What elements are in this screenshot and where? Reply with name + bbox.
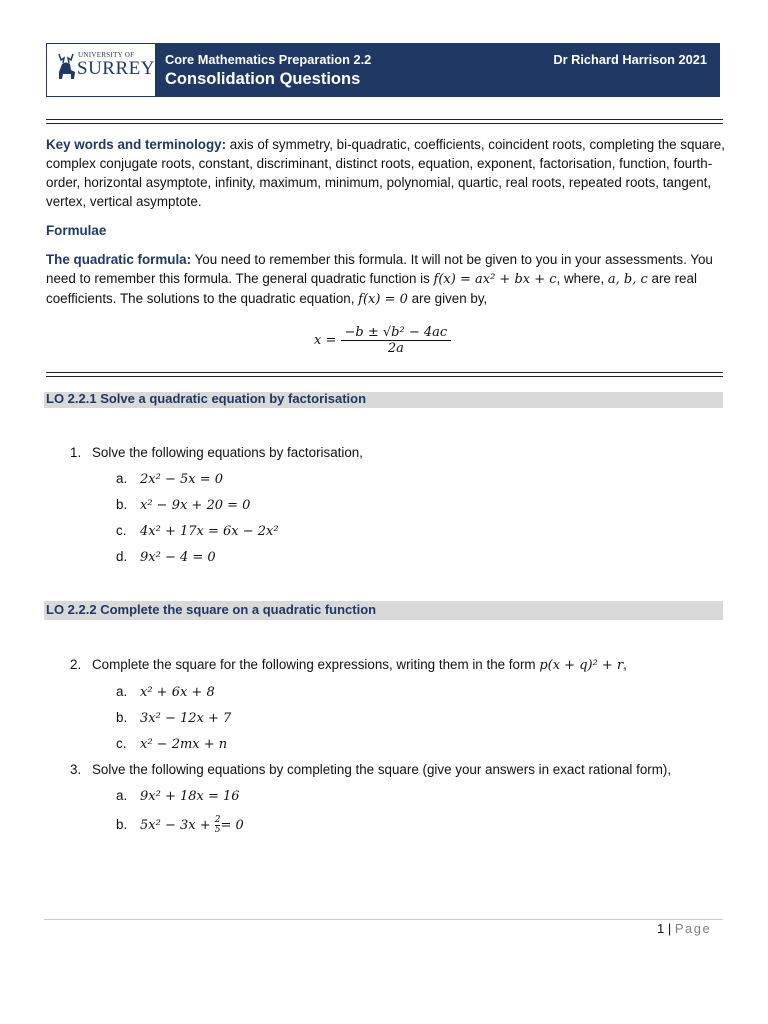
list-item (116, 710, 231, 726)
question-2 (70, 657, 627, 673)
item-expression: 9x² − 4 = 0 (140, 550, 216, 565)
qf-label: The quadratic formula: (46, 252, 192, 267)
list-item (116, 523, 279, 539)
qf-math-3: f(x) = 0 (358, 292, 408, 307)
item-label: c. (116, 736, 127, 751)
footer-divider (44, 919, 723, 920)
page-word: Page (674, 921, 712, 936)
formula-lhs: x = (314, 333, 337, 348)
document-title: Consolidation Questions (165, 70, 361, 88)
item-label: a. (116, 788, 128, 803)
list-item (116, 736, 227, 752)
formula-denominator: 2a (387, 341, 404, 356)
page-footer (657, 921, 711, 936)
list-item (116, 788, 240, 804)
lo-2-2-2-title: LO 2.2.2 Complete the square on a quadratic function (46, 602, 377, 617)
author-name: Dr Richard Harrison 2021 (553, 52, 707, 67)
course-name: Core Mathematics Preparation 2.2 (165, 52, 372, 67)
item-expression: x² − 9x + 20 = 0 (140, 498, 251, 513)
list-item (116, 816, 244, 835)
question-end: , (623, 657, 627, 672)
qf-text-4: are given by, (407, 291, 488, 306)
formulae-heading: Formulae (46, 223, 107, 238)
item-expression-end: = 0 (220, 818, 244, 834)
keywords-text: axis of symmetry, bi-quadratic, coefficients, coincident roots, completing the square, complex conjugate roots, constant, discriminant, distinct roots, equation, exponent, factorisation, function, fourth-order, horizontal asymptote, infinity, maximum, minimum, polynomial, quartic, real roots, repeated roots, tangent, vertex, vertical asymptote. (46, 137, 725, 209)
fraction-denominator: 5 (214, 825, 221, 835)
divider (46, 372, 723, 377)
page-separator: | (664, 921, 675, 936)
question-number: 3. (70, 762, 82, 777)
item-expression: x² − 2mx + n (140, 737, 228, 752)
list-item (116, 497, 250, 513)
keywords-label: Key words and terminology: (46, 137, 227, 152)
quadratic-formula-paragraph (46, 250, 726, 309)
item-expression: 2x² − 5x = 0 (140, 472, 224, 487)
qf-text-3: are real coefficients. The solutions to the quadratic equation, (46, 271, 697, 306)
item-expression: 9x² + 18x = 16 (140, 789, 240, 804)
document-header (46, 43, 720, 97)
item-label: d. (116, 549, 128, 564)
list-item (116, 684, 215, 700)
question-3 (70, 762, 671, 777)
fraction-numerator: 2 (214, 815, 221, 825)
lo-2-2-1-title: LO 2.2.1 Solve a quadratic equation by factorisation (46, 391, 367, 406)
item-label: b. (116, 817, 128, 833)
item-expression: 4x² + 17x = 6x − 2x² (140, 524, 279, 539)
item-label: c. (116, 523, 127, 538)
item-label: a. (116, 684, 128, 699)
question-number: 2. (70, 657, 82, 672)
item-expression: 5x² − 3x + (140, 818, 215, 834)
logo-text-big: SURREY (77, 58, 155, 79)
qf-text-2: , where, (556, 271, 608, 286)
lo-2-2-2-bar (44, 601, 723, 620)
question-1 (70, 445, 363, 460)
item-expression: x² + 6x + 8 (140, 685, 215, 700)
question-text: Solve the following equations by factorisation, (92, 445, 363, 460)
formula-numerator: −b ± √b² − 4ac (341, 325, 452, 341)
question-math: p(x + q)² + r (539, 658, 624, 673)
qf-math-2: a, b, c (607, 272, 648, 287)
item-expression: 3x² − 12x + 7 (140, 711, 232, 726)
quadratic-formula (314, 325, 451, 356)
qf-math-1: f(x) = ax² + bx + c (433, 272, 557, 287)
keywords-paragraph (46, 135, 726, 211)
question-number: 1. (70, 445, 82, 460)
question-text: Complete the square for the following expressions, writing them in the form (92, 657, 540, 672)
item-label: b. (116, 710, 128, 725)
item-label: a. (116, 471, 128, 486)
header-banner (155, 44, 719, 96)
divider (46, 119, 723, 124)
logo-text-small: UNIVERSITY OF (78, 51, 135, 59)
item-label: b. (116, 497, 128, 512)
qf-text-1: You need to remember this formula. It will not be given to you in your assessments. You need to remember this formula. The general quadratic function is (46, 252, 713, 286)
stag-icon (55, 52, 77, 82)
formula-fraction (341, 325, 452, 356)
page-number: 1 (657, 921, 665, 936)
list-item (116, 471, 223, 487)
question-text: Solve the following equations by completing the square (give your answers in exact rational form), (92, 762, 672, 777)
lo-2-2-1-bar (44, 392, 723, 408)
university-logo (47, 44, 155, 96)
list-item (116, 549, 216, 565)
